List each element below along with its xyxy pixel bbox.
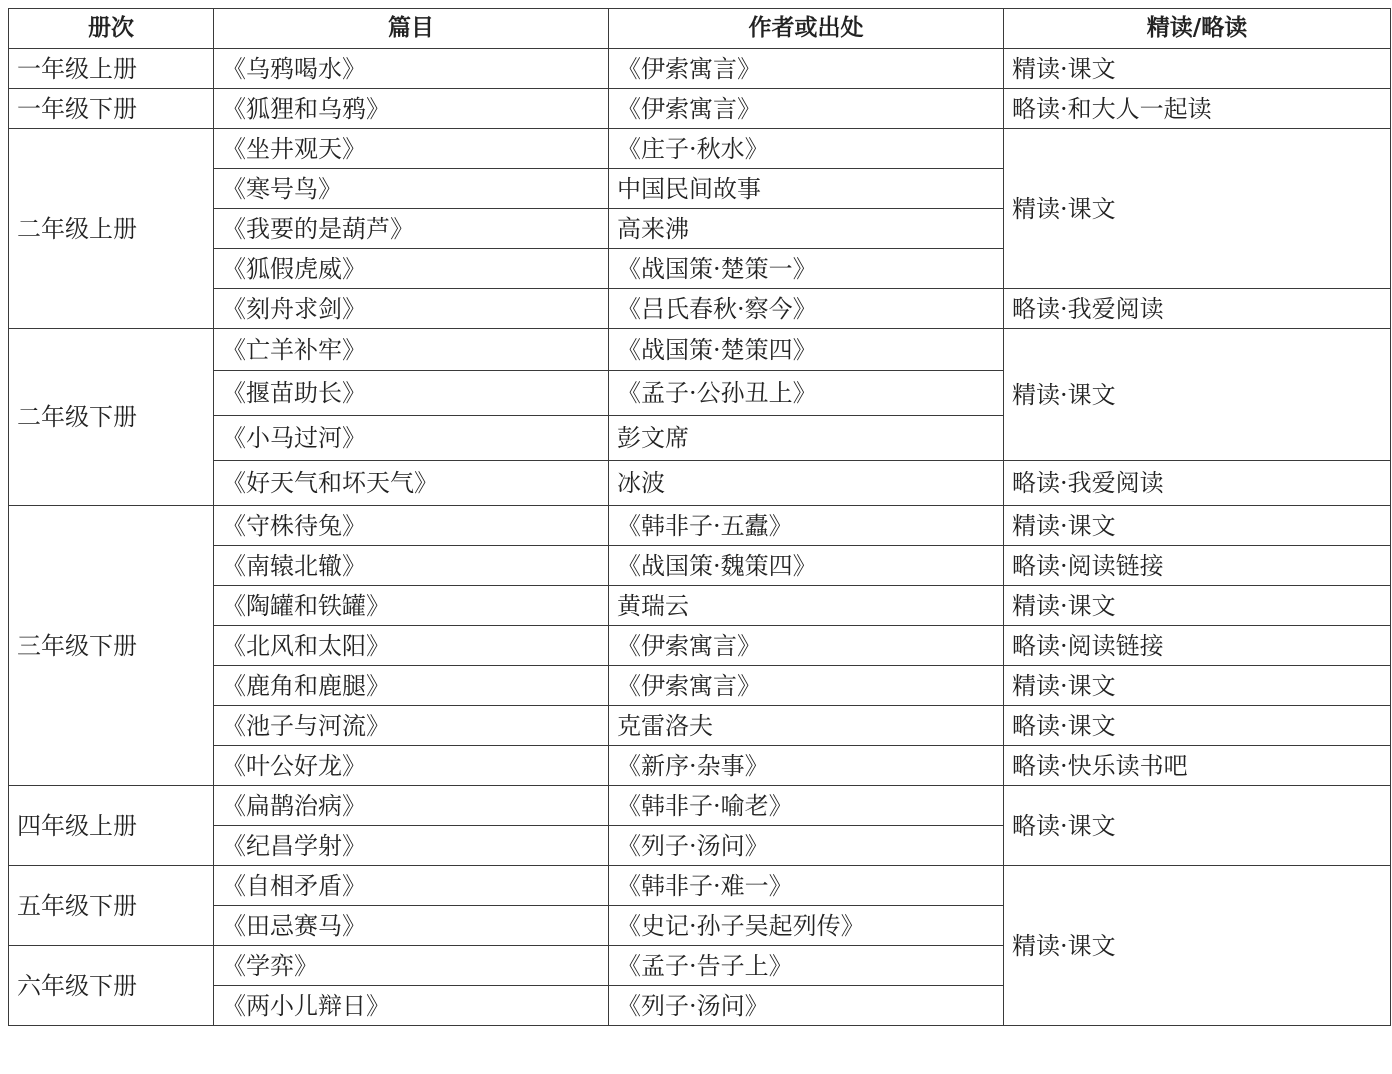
source-cell: 《战国策·楚策一》 [609, 249, 1004, 289]
title-cell: 《好天气和坏天气》 [214, 461, 609, 506]
source-cell: 《伊索寓言》 [609, 89, 1004, 129]
header-source: 作者或出处 [609, 9, 1004, 49]
table-row [9, 866, 1391, 906]
reading-type-cell: 精读·课文 [1004, 506, 1391, 546]
title-cell: 《北风和太阳》 [214, 626, 609, 666]
table-row [9, 129, 1391, 169]
title-cell: 《陶罐和铁罐》 [214, 586, 609, 626]
grade-cell: 一年级下册 [9, 89, 214, 129]
table-row [9, 546, 1391, 586]
title-cell: 《学弈》 [214, 946, 609, 986]
reading-type-cell: 精读·课文 [1004, 129, 1391, 289]
fable-reading-table [8, 8, 1391, 1026]
table-row [9, 746, 1391, 786]
source-cell: 《吕氏春秋·察今》 [609, 289, 1004, 329]
source-cell: 《孟子·告子上》 [609, 946, 1004, 986]
source-cell: 黄瑞云 [609, 586, 1004, 626]
title-cell: 《寒号鸟》 [214, 169, 609, 209]
title-cell: 《鹿角和鹿腿》 [214, 666, 609, 706]
title-cell: 《我要的是葫芦》 [214, 209, 609, 249]
source-cell: 《伊索寓言》 [609, 626, 1004, 666]
reading-type-cell: 略读·快乐读书吧 [1004, 746, 1391, 786]
title-cell: 《叶公好龙》 [214, 746, 609, 786]
source-cell: 彭文席 [609, 416, 1004, 461]
source-cell: 《列子·汤问》 [609, 826, 1004, 866]
table-header-row [9, 9, 1391, 49]
source-cell: 《史记·孙子吴起列传》 [609, 906, 1004, 946]
source-cell: 《战国策·楚策四》 [609, 329, 1004, 371]
table-row [9, 49, 1391, 89]
reading-type-cell: 略读·课文 [1004, 706, 1391, 746]
title-cell: 《田忌赛马》 [214, 906, 609, 946]
title-cell: 《自相矛盾》 [214, 866, 609, 906]
reading-type-cell: 略读·我爱阅读 [1004, 461, 1391, 506]
title-cell: 《两小儿辩日》 [214, 986, 609, 1026]
source-cell: 《韩非子·喻老》 [609, 786, 1004, 826]
reading-type-cell: 略读·课文 [1004, 786, 1391, 866]
reading-type-cell: 精读·课文 [1004, 329, 1391, 461]
source-cell: 克雷洛夫 [609, 706, 1004, 746]
title-cell: 《纪昌学射》 [214, 826, 609, 866]
reading-type-cell: 略读·我爱阅读 [1004, 289, 1391, 329]
title-cell: 《池子与河流》 [214, 706, 609, 746]
title-cell: 《小马过河》 [214, 416, 609, 461]
source-cell: 《韩非子·难一》 [609, 866, 1004, 906]
source-cell: 《韩非子·五蠹》 [609, 506, 1004, 546]
title-cell: 《揠苗助长》 [214, 371, 609, 416]
table-row [9, 706, 1391, 746]
table-row [9, 461, 1391, 506]
title-cell: 《南辕北辙》 [214, 546, 609, 586]
table-row [9, 586, 1391, 626]
table-row [9, 89, 1391, 129]
title-cell: 《守株待兔》 [214, 506, 609, 546]
title-cell: 《亡羊补牢》 [214, 329, 609, 371]
reading-type-cell: 略读·阅读链接 [1004, 626, 1391, 666]
source-cell: 《庄子·秋水》 [609, 129, 1004, 169]
grade-cell: 四年级上册 [9, 786, 214, 866]
table-row [9, 786, 1391, 826]
title-cell: 《刻舟求剑》 [214, 289, 609, 329]
reading-type-cell: 略读·阅读链接 [1004, 546, 1391, 586]
title-cell: 《扁鹊治病》 [214, 786, 609, 826]
source-cell: 冰波 [609, 461, 1004, 506]
header-title: 篇目 [214, 9, 609, 49]
source-cell: 《战国策·魏策四》 [609, 546, 1004, 586]
table-row [9, 626, 1391, 666]
source-cell: 中国民间故事 [609, 169, 1004, 209]
header-grade: 册次 [9, 9, 214, 49]
table-row [9, 329, 1391, 371]
table-row [9, 666, 1391, 706]
grade-cell: 一年级上册 [9, 49, 214, 89]
source-cell: 《伊索寓言》 [609, 666, 1004, 706]
reading-type-cell: 略读·和大人一起读 [1004, 89, 1391, 129]
title-cell: 《狐假虎威》 [214, 249, 609, 289]
table-row [9, 506, 1391, 546]
source-cell: 《新序·杂事》 [609, 746, 1004, 786]
reading-type-cell: 精读·课文 [1004, 49, 1391, 89]
title-cell: 《乌鸦喝水》 [214, 49, 609, 89]
grade-cell: 六年级下册 [9, 946, 214, 1026]
title-cell: 《坐井观天》 [214, 129, 609, 169]
title-cell: 《狐狸和乌鸦》 [214, 89, 609, 129]
grade-cell: 三年级下册 [9, 506, 214, 786]
header-reading-type: 精读/略读 [1004, 9, 1391, 49]
table-row [9, 289, 1391, 329]
source-cell: 《列子·汤问》 [609, 986, 1004, 1026]
reading-type-cell: 精读·课文 [1004, 586, 1391, 626]
reading-type-cell: 精读·课文 [1004, 866, 1391, 1026]
grade-cell: 五年级下册 [9, 866, 214, 946]
grade-cell: 二年级下册 [9, 329, 214, 506]
reading-type-cell: 精读·课文 [1004, 666, 1391, 706]
source-cell: 高来沸 [609, 209, 1004, 249]
source-cell: 《孟子·公孙丑上》 [609, 371, 1004, 416]
grade-cell: 二年级上册 [9, 129, 214, 329]
source-cell: 《伊索寓言》 [609, 49, 1004, 89]
